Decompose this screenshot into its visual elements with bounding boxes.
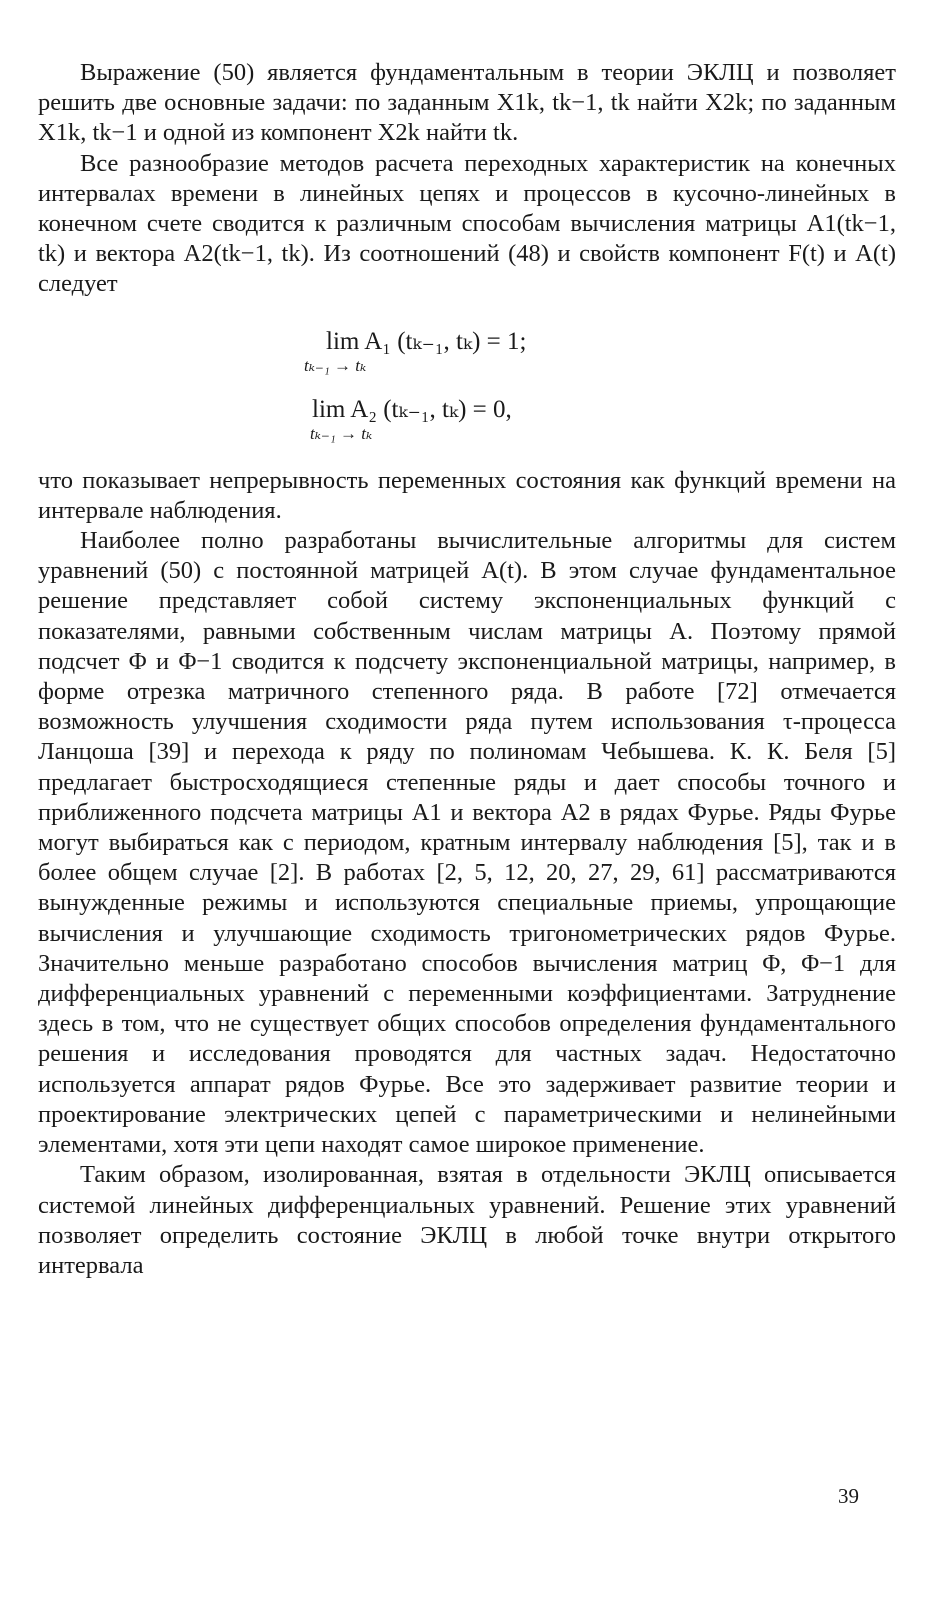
paragraph-intro: Выражение (50) является фундаментальным в теории ЭКЛЦ и позволяет решить две основные задачи: по заданным X1k, tk−1, tk найти X2k; по заданным X1k, tk−1 и одной из компонент X2k найти tk.	[38, 59, 896, 147]
page-body	[38, 58, 896, 1281]
formula-line-2-subscript: tₖ₋₁ → tₖ	[310, 423, 373, 443]
paragraph-methods: Все разнообразие методов расчета переходных характеристик на конечных интервалах времени в линейных цепях и процессов в кусочно-линейных в конечном счете сводится к различным способам вычисления матрицы A1(tk−1, tk) и вектора A2(tk−1, tk). Из соотношений (48) и свойств компонент F(t) и A(t) следует	[38, 149, 896, 298]
page-number: 39	[838, 1484, 859, 1508]
paragraph-continuity: что показывает непрерывность переменных состояния как функций времени на интервале наблюдения.	[38, 466, 896, 524]
formula-line-1-subscript: tₖ₋₁ → tₖ	[304, 355, 367, 375]
paragraph-conclusion: Таким образом, изолированная, взятая в отдельности ЭКЛЦ описывается системой линейных дифференциальных уравнений. Решение этих уравнений позволяет определить состояние ЭКЛЦ в любой точке внутри открытого интервала	[38, 1161, 896, 1279]
paragraph-algorithms: Наиболее полно разработаны вычислительные алгоритмы для систем уравнений (50) с постоянной матрицей A(t). В этом случае фундаментальное решение представляет собой систему экспоненциальных функций с показателями, равными собственным числам матрицы A. Поэтому прямой подсчет Φ и Φ−1 сводится к подсчету экспоненциальной матрицы, например, в форме отрезка матричного степенного ряда. В работе [72] отмечается возможность улучшения сходимости ряда путем использования τ-процесса Ланцоша [39] и перехода к ряду по полиномам Чебышева. К. К. Беля [5] предлагает быстросходящиеся степенные ряды и дает способы точного и приближенного подсчета матрицы A1 и вектора A2 в рядах Фурье. Ряды Фурье могут выбираться как с периодом, кратным интервалу наблюдения [5], так и в более общем случае [2]. В работах [2, 5, 12, 20, 27, 29, 61] рассматриваются вынужденные режимы и используются специальные приемы, упрощающие вычисления и улучшающие сходимость тригонометрических рядов Фурье. Значительно меньше разработано способов вычисления матриц Φ, Φ−1 для дифференциальных уравнений с переменными коэффициентами. Затруднение здесь в том, что не существует общих способов определения фундаментального решения и исследования проводятся для частных задач. Недостаточно используется аппарат рядов Фурье. Все это задерживает развитие теории и проектирование электрических цепей с параметрическими и нелинейными элементами, хотя эти цепи находят самое широкое применение.	[38, 527, 896, 1159]
formula-line-1: lim A₁ (tₖ₋₁, tₖ) = 1;	[326, 327, 527, 355]
formula-line-2: lim A₂ (tₖ₋₁, tₖ) = 0,	[312, 395, 512, 423]
limit-formula	[38, 308, 896, 456]
